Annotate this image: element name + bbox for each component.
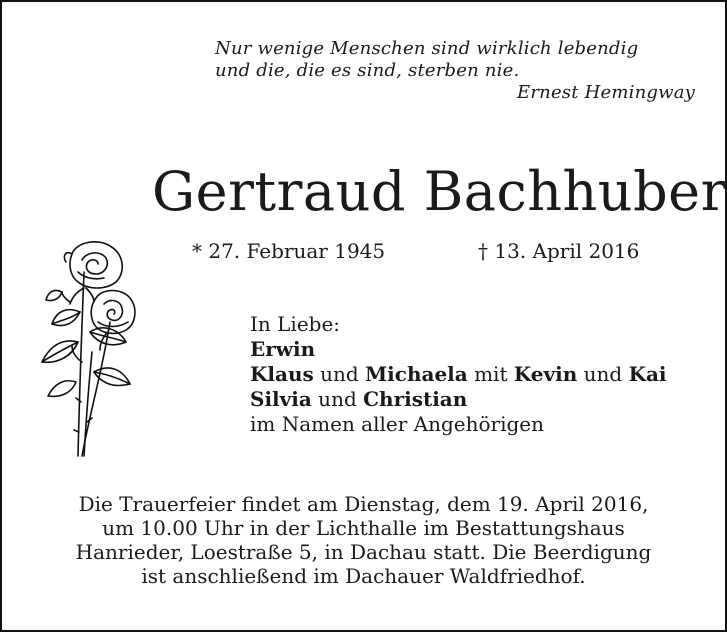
mourner-name: Silvia: [250, 387, 312, 411]
notice-line: Hanrieder, Loestraße 5, in Dachau statt. Die Beerdigung: [75, 540, 652, 564]
connector-text: mit: [467, 362, 514, 386]
quote-line-2: und die, die es sind, sterben nie.: [215, 60, 520, 81]
epigraph-quote: [215, 38, 695, 104]
mourner-line-2: [250, 362, 710, 387]
birth-date: * 27. Februar 1945: [192, 239, 386, 263]
notice-line: ist anschließend im Dachauer Waldfriedhof.: [141, 564, 586, 588]
connector-text: und: [313, 362, 366, 386]
mourners-closing: im Namen aller Angehörigen: [250, 412, 545, 436]
mourner-line-1: [250, 337, 710, 362]
funeral-notice: [22, 492, 705, 588]
mourner-name: Klaus: [250, 362, 314, 386]
mourner-name: Michaela: [365, 362, 468, 386]
death-date: † 13. April 2016: [478, 239, 640, 263]
notice-line: um 10.00 Uhr in der Lichthalle im Bestattungshaus: [102, 516, 625, 540]
mourner-name: Christian: [363, 387, 468, 411]
connector-text: und: [311, 387, 364, 411]
mourner-line-3: [250, 387, 710, 412]
mourner-name: Kai: [628, 362, 667, 386]
quote-line-1: Nur wenige Menschen sind wirklich lebendig: [215, 38, 639, 59]
connector-text: und: [577, 362, 629, 386]
mourners-block: [250, 312, 710, 437]
rose-icon: [32, 232, 140, 458]
mourners-intro: In Liebe:: [250, 312, 341, 336]
deceased-name: Gertraud Bachhuber: [152, 160, 727, 223]
mourner-name: Erwin: [250, 337, 316, 361]
mourner-name: Kevin: [513, 362, 578, 386]
notice-line: Die Trauerfeier findet am Dienstag, dem 19. April 2016,: [78, 492, 649, 516]
quote-author: Ernest Hemingway: [517, 82, 695, 103]
